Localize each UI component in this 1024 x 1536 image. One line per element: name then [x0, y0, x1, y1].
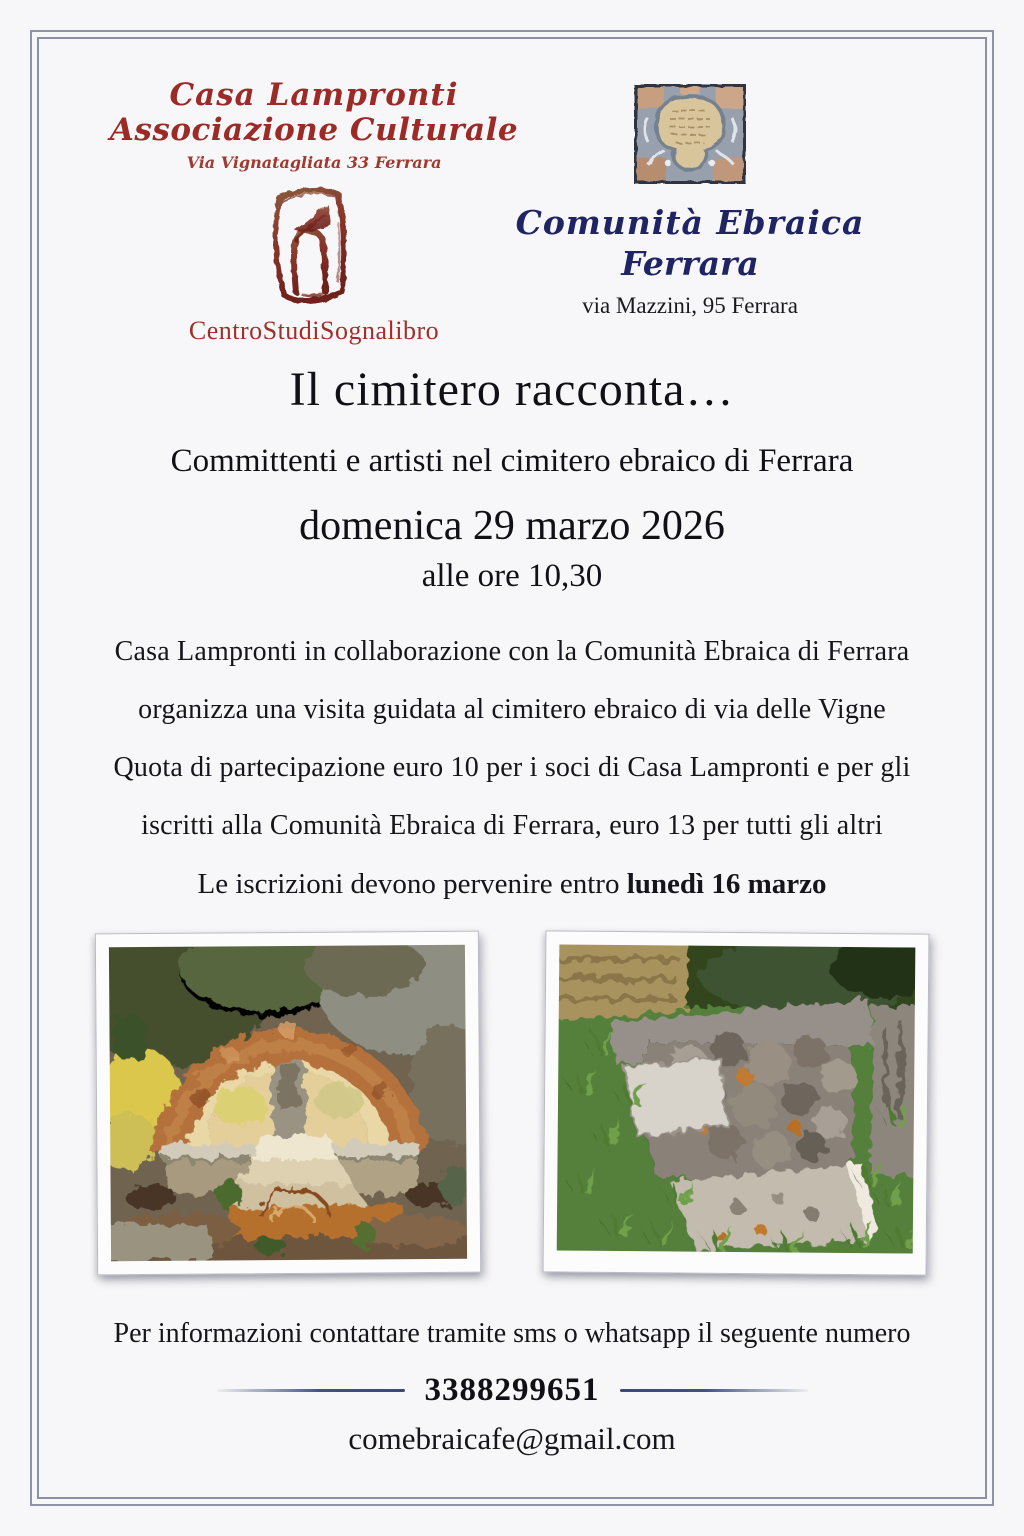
- stone-cartouche-emblem-icon: [634, 84, 746, 184]
- sognalibro-arch-logo-icon: [258, 182, 370, 314]
- description-line: Casa Lampronti in collaborazione con la Comunità Ebraica di Ferrara: [114, 636, 910, 667]
- description-line: organizza una visita guidata al cimitero ebraico di via delle Vigne: [138, 694, 886, 725]
- event-title-block: [40, 362, 984, 595]
- event-title: Il cimitero racconta…: [289, 363, 735, 416]
- description-line: iscritti alla Comunità Ebraica di Ferrara, euro 13 per tutti gli altri: [141, 810, 883, 841]
- partner-block: [460, 84, 920, 319]
- organizer-address: Via Vignatagliata 33 Ferrara: [186, 153, 442, 173]
- contact-email: comebraicafe@gmail.com: [348, 1421, 676, 1456]
- partner-address: via Mazzini, 95 Ferrara: [582, 292, 798, 318]
- event-subtitle: Committenti e artisti nel cimitero ebraico di Ferrara: [170, 443, 854, 479]
- flyer-content: [40, 40, 984, 1496]
- deadline-prefix: Le iscrizioni devono pervenire entro: [197, 868, 627, 900]
- carved-gravestone-photo-image: [557, 944, 916, 1253]
- arched-tomb-photo: [95, 931, 481, 1276]
- partner-emblem-image: [634, 84, 746, 184]
- carved-gravestone-photo: [543, 930, 930, 1275]
- sognalibro-logo-drawing: [258, 182, 370, 314]
- organizer-center-name: CentroStudiSognalibro: [188, 316, 440, 346]
- event-description: [40, 636, 984, 901]
- contact-info-line: Per informazioni contattare tramite sms o whatsapp il seguente numero: [113, 1318, 911, 1349]
- contact-block: [40, 1318, 984, 1457]
- divider-line-right: [620, 1389, 808, 1392]
- phone-row: [40, 1372, 984, 1409]
- registration-deadline-line: [40, 868, 984, 901]
- contact-phone: 3388299651: [424, 1372, 600, 1408]
- cemetery-photos-row: [40, 932, 984, 1274]
- organizer-name-line2: Associazione Culturale: [109, 111, 519, 148]
- partner-name-line2: Ferrara: [621, 244, 759, 284]
- event-date: domenica 29 marzo 2026: [299, 503, 725, 549]
- divider-line-left: [217, 1389, 405, 1392]
- organizer-name-line1: Casa Lampronti: [169, 77, 459, 113]
- arched-tomb-photo-image: [109, 945, 467, 1261]
- description-line: Quota di partecipazione euro 10 per i soci di Casa Lampronti e per gli: [113, 752, 911, 783]
- event-time: alle ore 10,30: [421, 558, 603, 594]
- partner-name-line1: Comunità Ebraica: [515, 203, 865, 242]
- deadline-date: lunedì 16 marzo: [626, 868, 827, 900]
